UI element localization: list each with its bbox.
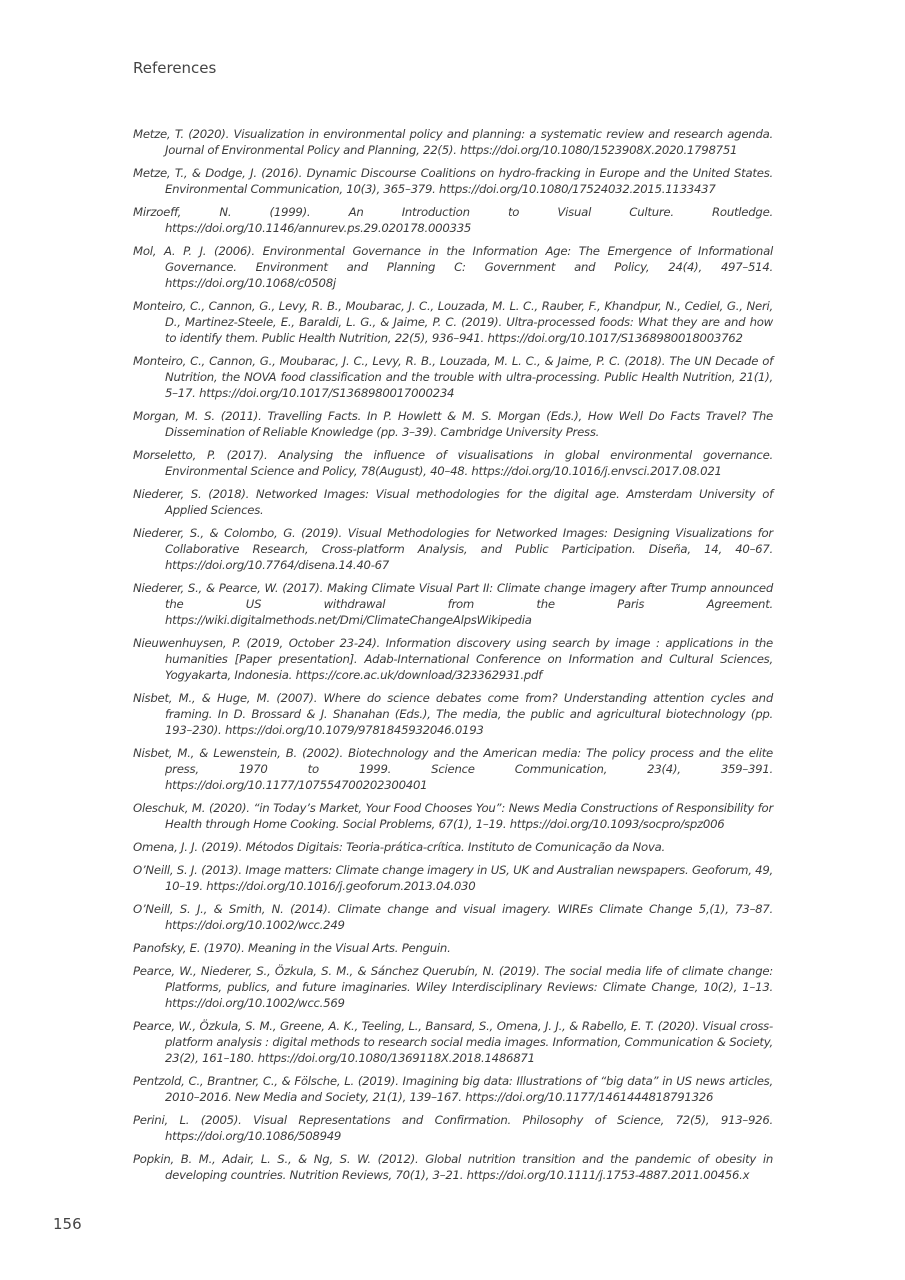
reference-entry: Monteiro, C., Cannon, G., Moubarac, J. C., Levy, R. B., Louzada, M. L. C., & Jaime, P. C. (2018). The UN Decade of Nutrition, the NOVA food classification and the trouble with ultra-processing. Public Health Nutrition, 21(1), 5–17. https://doi.org/10.1017/S1368980017000234 — [133, 354, 773, 400]
page-number: 156 — [53, 1215, 82, 1233]
reference-entry: Oleschuk, M. (2020). “in Today’s Market, Your Food Chooses You”: News Media Constructions of Responsibility for Health through Home Cooking. Social Problems, 67(1), 1–19. https://doi.org/10.1093/socpro/spz006 — [133, 801, 773, 831]
reference-entry: Omena, J. J. (2019). Métodos Digitais: Teoria-prática-crítica. Instituto de Comunicação da Nova. — [133, 840, 665, 854]
reference-entry: Pearce, W., Niederer, S., Özkula, S. M., & Sánchez Querubín, N. (2019). The social media life of climate change: Platforms, publics, and future imaginaries. Wiley Interdisciplinary Reviews: Climate Change, 10(2), 1–13. https://doi.org/10.1002/wcc.569 — [133, 964, 773, 1010]
reference-list — [133, 126, 773, 1190]
reference-entry: Pentzold, C., Brantner, C., & Fölsche, L. (2019). Imagining big data: Illustrations of “big data” in US news articles, 2010–2016. New Media and Society, 21(1), 139–167. https://doi.org/10.1177/1461444818791326 — [133, 1074, 773, 1104]
reference-entry: Morseletto, P. (2017). Analysing the influence of visualisations in global environmental governance. Environmental Science and Policy, 78(August), 40–48. https://doi.org/10.1016/j.envsci.2017.08.021 — [133, 448, 773, 478]
running-header: References — [133, 59, 217, 77]
reference-entry: Monteiro, C., Cannon, G., Levy, R. B., Moubarac, J. C., Louzada, M. L. C., Rauber, F., Khandpur, N., Cediel, G., Neri, D., Martinez-Steele, E., Baraldi, L. G., & Jaime, P. C. (2019). Ultra-processed foods: What they are and how to identify them. Public Health Nutrition, 22(5), 936–941. https://doi.org/10.1017/S1368980018003762 — [133, 299, 773, 345]
reference-entry: O’Neill, S. J., & Smith, N. (2014). Climate change and visual imagery. WIREs Climate Change 5,(1), 73–87. https://doi.org/10.1002/wcc.249 — [133, 902, 773, 932]
reference-entry: Popkin, B. M., Adair, L. S., & Ng, S. W. (2012). Global nutrition transition and the pandemic of obesity in developing countries. Nutrition Reviews, 70(1), 3–21. https://doi.org/10.1111/j.1753-4887.2011.00456.x — [133, 1152, 773, 1182]
reference-entry: Niederer, S. (2018). Networked Images: Visual methodologies for the digital age. Amsterdam University of Applied Sciences. — [133, 487, 773, 517]
reference-entry: Nisbet, M., & Lewenstein, B. (2002). Biotechnology and the American media: The policy process and the elite press, 1970 to 1999. Science Communication, 23(4), 359–391. https://doi.org/10.1177/107554700202300401 — [133, 746, 773, 792]
reference-entry: Perini, L. (2005). Visual Representations and Confirmation. Philosophy of Science, 72(5), 913–926. https://doi.org/10.1086/508949 — [133, 1113, 773, 1143]
reference-entry: Panofsky, E. (1970). Meaning in the Visual Arts. Penguin. — [133, 941, 451, 955]
reference-entry: Niederer, S., & Pearce, W. (2017). Making Climate Visual Part II: Climate change imagery after Trump announced the US withdrawal from the Paris Agreement. https://wiki.digitalmethods.net/Dmi/ClimateChangeAlpsWikipedia — [133, 581, 773, 627]
reference-entry: Metze, T. (2020). Visualization in environmental policy and planning: a systematic review and research agenda. Journal of Environmental Policy and Planning, 22(5). https://doi.org/10.1080/1523908X.2020.1798751 — [133, 127, 773, 157]
reference-entry: O’Neill, S. J. (2013). Image matters: Climate change imagery in US, UK and Australian newspapers. Geoforum, 49, 10–19. https://doi.org/10.1016/j.geoforum.2013.04.030 — [133, 863, 773, 893]
reference-entry: Morgan, M. S. (2011). Travelling Facts. In P. Howlett & M. S. Morgan (Eds.), How Well Do Facts Travel? The Dissemination of Reliable Knowledge (pp. 3–39). Cambridge University Press. — [133, 409, 773, 439]
reference-entry: Nieuwenhuysen, P. (2019, October 23-24). Information discovery using search by image : applications in the humanities [Paper presentation]. Adab-International Conference on Information and Cultural Sciences, Yogyakarta, Indonesia. https://core.ac.uk/download/323362931.pdf — [133, 636, 773, 682]
reference-entry: Metze, T., & Dodge, J. (2016). Dynamic Discourse Coalitions on hydro-fracking in Europe and the United States. Environmental Communication, 10(3), 365–379. https://doi.org/10.1080/17524032.2015.1133437 — [133, 166, 773, 196]
reference-entry: Nisbet, M., & Huge, M. (2007). Where do science debates come from? Understanding attention cycles and framing. In D. Brossard & J. Shanahan (Eds.), The media, the public and agricultural biotechnology (pp. 193–230). https://doi.org/10.1079/9781845932046.0193 — [133, 691, 773, 737]
reference-entry: Pearce, W., Özkula, S. M., Greene, A. K., Teeling, L., Bansard, S., Omena, J. J., & Rabello, E. T. (2020). Visual cross-platform analysis : digital methods to research social media images. Information, Communication & Society, 23(2), 161–180. https://doi.org/10.1080/1369118X.2018.1486871 — [133, 1019, 773, 1065]
reference-entry: Mirzoeff, N. (1999). An Introduction to Visual Culture. Routledge. https://doi.org/10.1146/annurev.ps.29.020178.000335 — [133, 205, 773, 235]
reference-entry: Niederer, S., & Colombo, G. (2019). Visual Methodologies for Networked Images: Designing Visualizations for Collaborative Research, Cross-platform Analysis, and Public Participation. Diseña, 14, 40–67. https://doi.org/10.7764/disena.14.40-67 — [133, 526, 773, 572]
reference-entry: Mol, A. P. J. (2006). Environmental Governance in the Information Age: The Emergence of Informational Governance. Environment and Planning C: Government and Policy, 24(4), 497–514. https://doi.org/10.1068/c0508j — [133, 244, 773, 290]
